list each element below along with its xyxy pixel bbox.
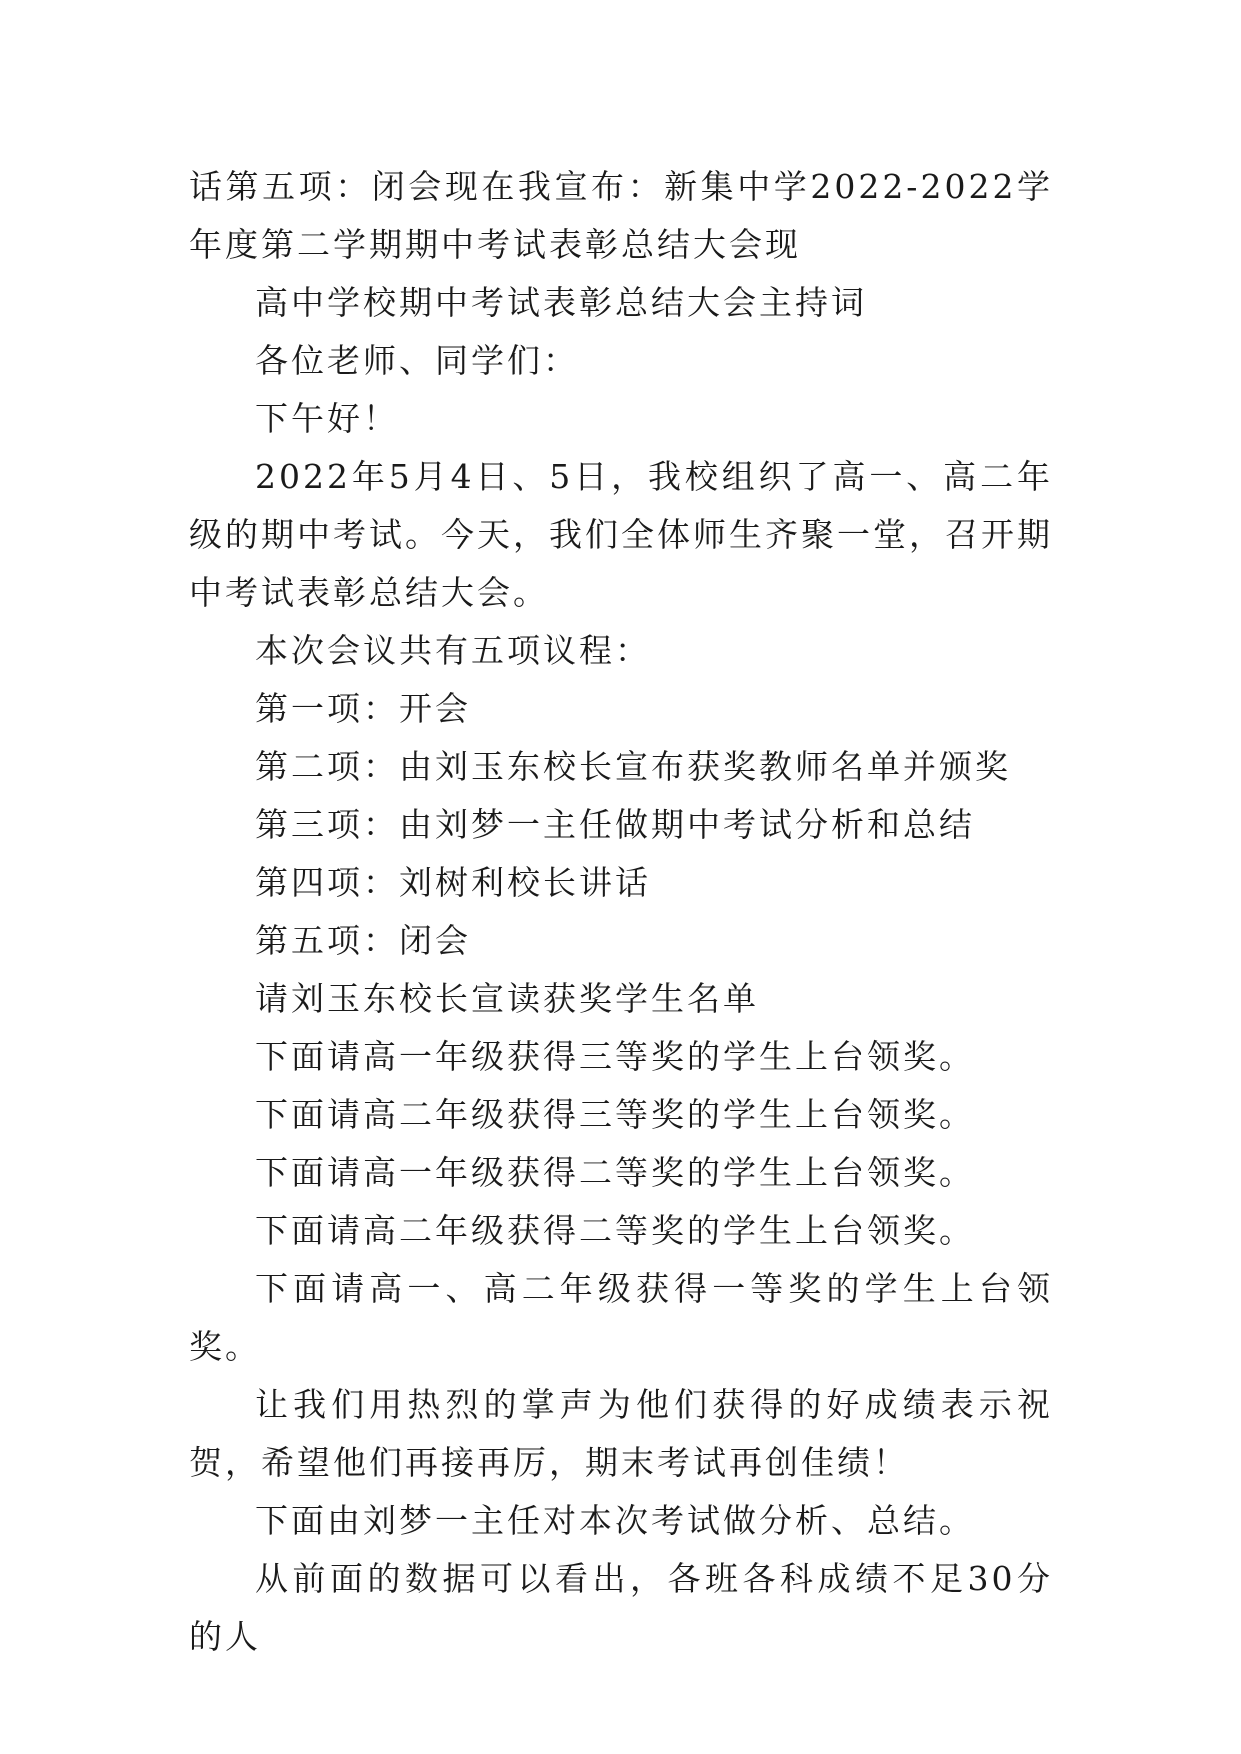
paragraph: 请刘玉东校长宣读获奖学生名单 bbox=[255, 979, 759, 1018]
agenda-item: 第三项：由刘梦一主任做期中考试分析和总结 bbox=[255, 805, 975, 844]
paragraph: 2022年5月4日、5日，我校组织了高一、高二年级的期中考试。今天，我们全体师生齐聚一堂，召开期中考试表彰总结大会。 bbox=[189, 457, 1053, 612]
paragraph: 下面请高一、高二年级获得一等奖的学生上台领奖。 bbox=[189, 1269, 1053, 1366]
salutation: 各位老师、同学们： bbox=[255, 341, 579, 380]
paragraph: 下面请高一年级获得二等奖的学生上台领奖。 bbox=[255, 1153, 975, 1192]
agenda-item: 第五项：闭会 bbox=[255, 921, 471, 960]
greeting: 下午好！ bbox=[255, 399, 399, 438]
paragraph: 从前面的数据可以看出，各班各科成绩不足30分的人 bbox=[189, 1559, 1053, 1656]
document-body bbox=[189, 158, 1053, 1666]
document-title: 高中学校期中考试表彰总结大会主持词 bbox=[255, 283, 867, 322]
paragraph: 下面请高二年级获得二等奖的学生上台领奖。 bbox=[255, 1211, 975, 1250]
paragraph: 让我们用热烈的掌声为他们获得的好成绩表示祝贺，希望他们再接再厉，期末考试再创佳绩！ bbox=[189, 1385, 1053, 1482]
paragraph: 话第五项：闭会现在我宣布：新集中学2022-2022学年度第二学期期中考试表彰总结大会现 bbox=[189, 167, 1053, 264]
agenda-item: 第二项：由刘玉东校长宣布获奖教师名单并颁奖 bbox=[255, 747, 1011, 786]
agenda-intro: 本次会议共有五项议程： bbox=[255, 631, 651, 670]
paragraph: 下面请高二年级获得三等奖的学生上台领奖。 bbox=[255, 1095, 975, 1134]
paragraph: 下面由刘梦一主任对本次考试做分析、总结。 bbox=[255, 1501, 975, 1540]
agenda-item: 第一项：开会 bbox=[255, 689, 471, 728]
paragraph: 下面请高一年级获得三等奖的学生上台领奖。 bbox=[255, 1037, 975, 1076]
agenda-item: 第四项：刘树利校长讲话 bbox=[255, 863, 651, 902]
